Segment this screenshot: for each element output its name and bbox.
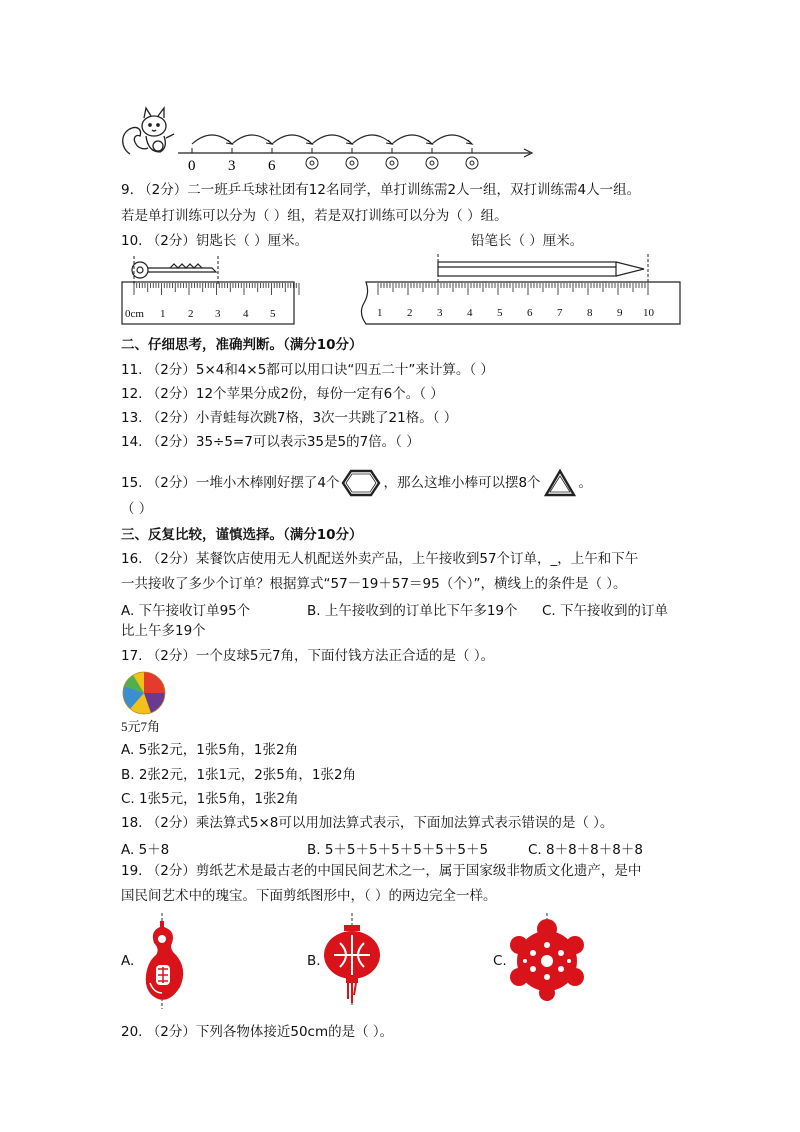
- q15-part1: 15. （2分）一堆小木棒刚好摆了4个: [121, 475, 340, 491]
- q15-part2: ，那么这堆小棒可以摆8个: [383, 475, 541, 491]
- q14: 14. （2分）35÷5=7可以表示35是5的7倍。（ ）: [121, 434, 420, 450]
- ball-price-label: 5元7角: [121, 719, 161, 734]
- gourd-papercut-icon: [136, 913, 192, 1009]
- q16-line2: 一共接收了多少个订单？根据算式“57－19＋57＝95（个）”，横线上的条件是（ ）。: [121, 576, 627, 592]
- q17-option-c[interactable]: C. 1张5元，1张5角，1张2角: [121, 791, 299, 807]
- ruler1-ticks: [134, 283, 299, 295]
- q16-option-c-cont: 比上午多19个: [121, 623, 206, 639]
- number-line-label: 3: [228, 158, 236, 172]
- ruler-with-key: [120, 254, 300, 326]
- q19-option-a[interactable]: A.: [121, 953, 135, 969]
- ruler2-ticks: [378, 283, 648, 295]
- ruler1-label: 4: [243, 308, 249, 320]
- ruler2-label: 7: [557, 307, 563, 319]
- q18-option-b[interactable]: B. 5＋5＋5＋5＋5＋5＋5＋5: [307, 842, 489, 858]
- q18-stem: 18. （2分）乘法算式5×8可以用加法算式表示，下面加法算式表示错误的是（ ）。: [121, 815, 614, 831]
- q15-line: [121, 468, 592, 498]
- ruler-with-pencil: [354, 252, 684, 326]
- flower-blank-icon: [306, 157, 478, 169]
- ruler2-label: 10: [643, 307, 654, 319]
- ruler2-label: 5: [497, 307, 503, 319]
- q19-option-c[interactable]: C.: [493, 953, 507, 969]
- q18-option-c[interactable]: C. 8＋8＋8＋8＋8: [528, 842, 643, 858]
- q9-line1: 9. （2分）二一班乒乓球社团有12名同学，单打训练需2人一组，双打训练需4人一组。: [121, 182, 641, 198]
- q16-line1: 16. （2分）某餐饮店使用无人机配送外卖产品，上午接收到57个订单，_，上午和下午: [121, 551, 639, 567]
- q19-line2: 国民间艺术中的瑰宝。下面剪纸图形中，（ ）的两边完全一样。: [121, 888, 497, 904]
- ruler1-label: 5: [270, 308, 276, 320]
- ruler2-label: 3: [437, 307, 443, 319]
- number-line-label: 6: [268, 158, 276, 172]
- q15-part3: 。: [578, 475, 593, 491]
- triangle-icon: [543, 468, 577, 498]
- q11: 11. （2分）5×4和4×5都可以用口诀“四五二十”来计算。（ ）: [121, 362, 494, 378]
- section2-title: 二、仔细思考，准确判断。（满分10分）: [121, 337, 363, 353]
- squirrel-icon: [123, 108, 174, 154]
- ruler2-label: 9: [617, 307, 623, 319]
- ruler2-label: 4: [467, 307, 473, 319]
- ruler2-label: 1: [377, 307, 383, 319]
- q10-pencil-text: 铅笔长（ ）厘米。: [471, 233, 584, 249]
- lantern-papercut-icon: [320, 913, 384, 1005]
- q20-stem: 20. （2分）下列各物体接近50cm的是（ ）。: [121, 1024, 394, 1040]
- ruler1-label: 3: [215, 308, 221, 320]
- pencil-icon: [438, 262, 644, 276]
- q16-option-b[interactable]: B. 上午接收到的订单比下午多19个: [307, 603, 518, 619]
- jump-arcs: [192, 135, 472, 144]
- ruler2-label: 6: [527, 307, 533, 319]
- ruler1-label: 1: [160, 308, 166, 320]
- q17-stem: 17. （2分）一个皮球5元7角，下面付钱方法正合适的是（ ）。: [121, 648, 495, 664]
- section3-title: 三、反复比较，谨慎选择。（满分10分）: [121, 527, 363, 543]
- ruler2-label: 2: [407, 307, 413, 319]
- number-line-figure: [118, 96, 538, 172]
- q13: 13. （2分）小青蛙每次跳7格，3次一共跳了21格。（ ）: [121, 410, 458, 426]
- q19-line1: 19. （2分）剪纸艺术是最古老的中国民间艺术之一，属于国家级非物质文化遗产，是中: [121, 863, 642, 879]
- flower-papercut-icon: [507, 913, 587, 1001]
- q12: 12. （2分）12个苹果分成2份，每份一定有6个。（ ）: [121, 386, 444, 402]
- q9-line2: 若是单打训练可以分为（ ）组，若是双打训练可以分为（ ）组。: [121, 208, 508, 224]
- q17-option-b[interactable]: B. 2张2元，1张1元，2张5角，1张2角: [121, 767, 357, 783]
- q17-option-a[interactable]: A. 5张2元，1张5角，1张2角: [121, 742, 299, 758]
- key-icon: [132, 262, 216, 278]
- ruler1-label: 2: [188, 308, 194, 320]
- q18-option-a[interactable]: A. 5＋8: [121, 842, 170, 858]
- hexagon-icon: [341, 468, 381, 498]
- ball-icon: [121, 670, 167, 716]
- number-line-label: 0: [188, 158, 196, 172]
- q16-option-a[interactable]: A. 下午接收订单95个: [121, 603, 251, 619]
- q10-key-text: 10. （2分）钥匙长（ ）厘米。: [121, 233, 309, 249]
- q19-option-b[interactable]: B.: [307, 953, 321, 969]
- q15-blank: （ ）: [121, 501, 153, 517]
- q16-option-c[interactable]: C. 下午接收到的订单: [542, 603, 669, 619]
- ruler2-label: 8: [587, 307, 593, 319]
- ruler1-label: 0cm: [125, 308, 144, 320]
